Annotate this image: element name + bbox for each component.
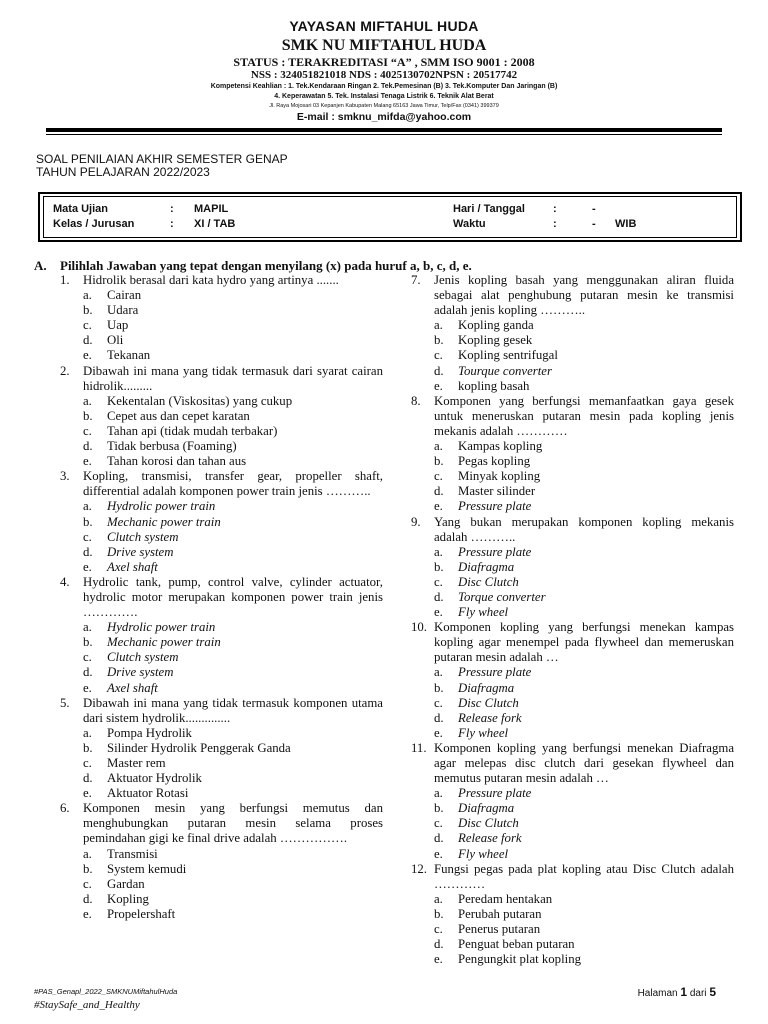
- school-email: E-mail : smknu_mifda@yahoo.com: [296, 111, 472, 123]
- answer-option[interactable]: [60, 771, 383, 786]
- option-letter: a.: [434, 318, 443, 333]
- question-stem: [60, 273, 383, 288]
- answer-option[interactable]: [411, 454, 734, 469]
- school-address: Jl. Raya Mojosari 03 Kepanjen Kabupaten Malang 65163 Jawa Timur, Telp/Fax (0341) 399379: [269, 103, 499, 109]
- option-letter: d.: [83, 439, 93, 454]
- option-text: Hydrolic power train: [107, 499, 216, 514]
- option-text: Diafragma: [458, 680, 515, 695]
- option-letter: b.: [434, 333, 444, 348]
- answer-option[interactable]: [411, 892, 734, 907]
- answer-option[interactable]: [60, 877, 383, 892]
- answer-option[interactable]: [60, 907, 383, 922]
- answer-option[interactable]: [60, 741, 383, 756]
- option-text: Kekentalan (Viskositas) yang cukup: [107, 393, 293, 408]
- option-letter: e.: [434, 378, 443, 393]
- option-text: kopling basah: [458, 378, 530, 393]
- option-text: Pengungkit plat kopling: [458, 952, 581, 967]
- option-text: Aktuator Rotasi: [107, 786, 189, 801]
- answer-option[interactable]: [60, 409, 383, 424]
- option-letter: b.: [83, 740, 93, 755]
- option-letter: a.: [434, 786, 443, 801]
- question-stem: [411, 862, 734, 892]
- option-text: Diafragma: [458, 559, 515, 574]
- question-stem: [411, 515, 734, 545]
- subject-colon: :: [170, 203, 174, 215]
- option-text: Clutch system: [107, 650, 179, 665]
- question-number: 8.: [411, 393, 421, 408]
- day-value: -: [592, 203, 596, 215]
- option-text: Tahan korosi dan tahan aus: [107, 454, 247, 469]
- option-letter: b.: [434, 801, 444, 816]
- question-stem: [411, 620, 734, 665]
- section-instruction: [34, 258, 472, 274]
- option-text: Perubah putaran: [458, 906, 542, 921]
- option-text: Kopling: [107, 891, 149, 906]
- question: [60, 575, 383, 696]
- option-letter: d.: [83, 891, 93, 906]
- question: [60, 469, 383, 575]
- exam-title: SOAL PENILAIAN AKHIR SEMESTER GENAP: [36, 152, 288, 166]
- answer-option[interactable]: [60, 665, 383, 680]
- question-stem: [411, 273, 734, 318]
- page-indicator: [638, 985, 716, 999]
- answer-option[interactable]: [411, 560, 734, 575]
- option-text: Tahan api (tidak mudah terbakar): [107, 423, 278, 438]
- time-unit: WIB: [615, 218, 637, 230]
- option-letter: d.: [434, 710, 444, 725]
- question-text: Komponen yang berfungsi memanfaatkan gaya gesek untuk meneruskan putaran mesin pada kopling jenis mekanis adalah …………: [434, 393, 734, 438]
- answer-option[interactable]: [411, 499, 734, 514]
- option-letter: b.: [434, 906, 444, 921]
- subject-label: Mata Ujian: [53, 203, 109, 215]
- option-letter: e.: [434, 499, 443, 514]
- answer-option[interactable]: [411, 545, 734, 560]
- option-text: Master rem: [107, 756, 166, 770]
- question-stem: [60, 469, 383, 499]
- question-text: Hidrolik berasal dari kata hydro yang artinya .......: [83, 273, 339, 287]
- option-text: Disc Clutch: [458, 574, 519, 589]
- class-value: XI / TAB: [194, 218, 236, 230]
- question-text: Komponen kopling yang berfungsi menekan Diafragma agar melepas disc clutch dari gesekan flywheel dan memutus putaran mesin adalah …: [434, 740, 734, 786]
- answer-option[interactable]: [60, 756, 383, 771]
- answer-option[interactable]: [60, 681, 383, 696]
- answer-option[interactable]: [411, 364, 734, 379]
- answer-option[interactable]: [60, 333, 383, 348]
- option-text: Kampas kopling: [458, 439, 543, 454]
- option-letter: a.: [83, 499, 92, 514]
- time-value: -: [592, 218, 596, 230]
- questions-left-column: [60, 273, 383, 922]
- option-letter: c.: [434, 816, 443, 831]
- answer-option[interactable]: [60, 439, 383, 454]
- option-letter: d.: [83, 665, 93, 680]
- question-number: 7.: [411, 273, 421, 287]
- answer-option[interactable]: [60, 892, 383, 907]
- question-stem: [60, 364, 383, 394]
- option-letter: b.: [83, 861, 93, 876]
- question-text: Dibawah ini mana yang tidak termasuk dari syarat cairan hidrolik.........: [83, 363, 383, 393]
- footer-tag-2: #StaySafe_and_Healthy: [34, 999, 140, 1011]
- answer-option[interactable]: [411, 831, 734, 846]
- section-text: Pilihlah Jawaban yang tepat dengan menyilang (x) pada huruf a, b, c, d, e.: [60, 258, 472, 273]
- option-text: Propelershaft: [107, 906, 176, 921]
- option-text: Fly wheel: [458, 605, 509, 620]
- question: [60, 696, 383, 802]
- competency-line-2: 4. Keperawatan 5. Tek. Instalasi Tenaga Listrik 6. Teknik Alat Berat: [274, 93, 494, 100]
- option-text: Pompa Hydrolik: [107, 725, 192, 740]
- questions-right-column: [411, 273, 734, 967]
- answer-option[interactable]: [60, 530, 383, 545]
- option-text: Cepet aus dan cepet karatan: [107, 408, 250, 423]
- answer-option[interactable]: [411, 937, 734, 952]
- question-text: Jenis kopling basah yang menggunakan aliran fluida sebagai alat penghubung putaran mesin ke transmisi adalah jenis kopling ………..: [434, 273, 734, 318]
- answer-option[interactable]: [411, 816, 734, 831]
- question: [60, 801, 383, 922]
- section-letter: A.: [34, 258, 47, 273]
- option-letter: b.: [83, 408, 93, 423]
- option-letter: b.: [434, 559, 444, 574]
- time-colon: :: [553, 218, 557, 230]
- option-letter: d.: [83, 771, 93, 786]
- option-letter: c.: [434, 922, 443, 937]
- option-letter: d.: [434, 831, 444, 846]
- answer-option[interactable]: [60, 545, 383, 560]
- answer-option[interactable]: [411, 379, 734, 394]
- accreditation-status: STATUS : TERAKREDITASI “A” , SMM ISO 9001 : 2008: [233, 55, 535, 69]
- answer-option[interactable]: [411, 786, 734, 801]
- answer-option[interactable]: [411, 711, 734, 726]
- answer-option[interactable]: [60, 862, 383, 877]
- question-stem: [60, 575, 383, 620]
- question-text: Fungsi pegas pada plat kopling atau Disc Clutch adalah …………: [434, 861, 734, 891]
- answer-option[interactable]: [411, 575, 734, 590]
- question-number: 4.: [60, 574, 70, 589]
- option-text: Axel shaft: [107, 680, 158, 695]
- answer-option[interactable]: [411, 665, 734, 680]
- option-text: Cairan: [107, 288, 142, 303]
- option-text: Penguat beban putaran: [458, 937, 575, 952]
- option-text: Uap: [107, 318, 129, 333]
- question-number: 12.: [411, 861, 427, 876]
- option-letter: b.: [434, 454, 444, 469]
- question: [411, 741, 734, 862]
- option-text: Tidak berbusa (Foaming): [107, 439, 237, 454]
- option-text: System kemudi: [107, 861, 187, 876]
- question-text: Komponen kopling yang berfungsi menekan kampas kopling agar menempel pada flywheel dan memeruskan putaran mesin adalah …: [434, 620, 734, 665]
- option-text: Mechanic power train: [107, 514, 221, 529]
- option-text: Gardan: [107, 876, 145, 891]
- option-letter: e.: [434, 846, 443, 861]
- option-text: Pegas kopling: [458, 454, 531, 469]
- option-letter: a.: [83, 725, 92, 740]
- page-total: 5: [709, 985, 716, 999]
- option-text: Udara: [107, 303, 139, 318]
- option-letter: a.: [434, 439, 443, 454]
- option-letter: b.: [83, 303, 93, 318]
- question-text: Komponen mesin yang berfungsi memutus dan menghubungkan putaran mesin selama proses pemindahan gigi ke final drive adalah …………….: [83, 801, 383, 846]
- answer-option[interactable]: [411, 318, 734, 333]
- option-letter: a.: [83, 846, 92, 861]
- option-letter: c.: [83, 529, 92, 544]
- answer-option[interactable]: [411, 469, 734, 484]
- option-letter: e.: [83, 680, 92, 695]
- option-text: Diafragma: [458, 801, 515, 816]
- answer-option[interactable]: [411, 801, 734, 816]
- question-stem: [60, 696, 383, 726]
- identity-box-inner: [43, 196, 737, 238]
- option-letter: a.: [434, 544, 443, 559]
- option-letter: c.: [83, 876, 92, 891]
- option-text: Axel shaft: [107, 559, 158, 574]
- option-text: Kopling sentrifugal: [458, 348, 558, 363]
- question-text: Dibawah ini mana yang tidak termasuk komponen utama dari sistem hydrolik..............: [83, 695, 383, 725]
- answer-option[interactable]: [60, 424, 383, 439]
- answer-option[interactable]: [60, 515, 383, 530]
- competency-line-1: Kompetensi Keahlian : 1. Tek.Kendaraan Ringan 2. Tek.Pemesinan (B) 3. Tek.Komputer Dan Jaringan (B): [210, 83, 558, 90]
- answer-option[interactable]: [60, 288, 383, 303]
- answer-option[interactable]: [60, 635, 383, 650]
- class-label: Kelas / Jurusan: [53, 218, 135, 230]
- option-text: Minyak kopling: [458, 469, 541, 484]
- option-letter: b.: [83, 514, 93, 529]
- class-colon: :: [170, 218, 174, 230]
- question-text: Kopling, transmisi, transfer gear, propeller shaft, differential adalah komponen power train jenis ………..: [83, 469, 383, 499]
- option-letter: b.: [83, 635, 93, 650]
- answer-option[interactable]: [411, 348, 734, 363]
- question-text: Yang bukan merupakan komponen kopling mekanis adalah ………..: [434, 514, 734, 544]
- question: [411, 394, 734, 515]
- option-text: Release fork: [458, 710, 522, 725]
- day-label: Hari / Tanggal: [453, 203, 525, 215]
- question: [411, 620, 734, 741]
- header-divider-thin: [46, 134, 722, 135]
- answer-option[interactable]: [60, 318, 383, 333]
- option-text: Fly wheel: [458, 846, 509, 861]
- option-letter: c.: [434, 574, 443, 589]
- option-text: Peredam hentakan: [458, 891, 553, 906]
- option-letter: c.: [83, 423, 92, 438]
- answer-option[interactable]: [411, 681, 734, 696]
- option-letter: c.: [83, 318, 92, 333]
- header-divider-thick: [46, 128, 722, 132]
- option-text: Fly wheel: [458, 725, 509, 740]
- option-text: Oli: [107, 333, 124, 348]
- option-letter: e.: [83, 559, 92, 574]
- answer-option[interactable]: [60, 303, 383, 318]
- answer-option[interactable]: [411, 333, 734, 348]
- answer-option[interactable]: [60, 786, 383, 801]
- option-text: Disc Clutch: [458, 816, 519, 831]
- answer-option[interactable]: [411, 847, 734, 862]
- school-name: SMK NU MIFTAHUL HUDA: [281, 37, 487, 54]
- option-letter: b.: [434, 680, 444, 695]
- option-text: Pressure plate: [458, 665, 532, 680]
- option-letter: e.: [83, 348, 92, 363]
- option-text: Kopling gesek: [458, 333, 533, 348]
- option-letter: c.: [83, 650, 92, 665]
- answer-option[interactable]: [411, 922, 734, 937]
- question: [60, 364, 383, 470]
- option-text: Pressure plate: [458, 544, 532, 559]
- option-letter: e.: [434, 725, 443, 740]
- option-text: Hydrolic power train: [107, 620, 216, 635]
- option-text: Tekanan: [107, 348, 151, 363]
- question-number: 11.: [411, 740, 427, 755]
- option-letter: e.: [434, 952, 443, 967]
- question-stem: [411, 394, 734, 439]
- option-letter: d.: [434, 484, 444, 499]
- option-letter: a.: [434, 665, 443, 680]
- question-number: 9.: [411, 514, 421, 529]
- answer-option[interactable]: [411, 696, 734, 711]
- answer-option[interactable]: [411, 605, 734, 620]
- option-text: Release fork: [458, 831, 522, 846]
- option-letter: c.: [434, 695, 443, 710]
- option-letter: e.: [83, 786, 92, 801]
- option-text: Drive system: [107, 544, 174, 559]
- page-of: dari: [689, 988, 707, 999]
- option-text: Disc Clutch: [458, 695, 519, 710]
- option-letter: e.: [83, 906, 92, 921]
- answer-option[interactable]: [411, 907, 734, 922]
- option-letter: d.: [83, 333, 93, 348]
- question-number: 5.: [60, 695, 70, 710]
- question-number: 6.: [60, 801, 70, 816]
- option-text: Aktuator Hydrolik: [107, 771, 202, 786]
- option-letter: e.: [83, 454, 92, 469]
- option-text: Pressure plate: [458, 499, 532, 514]
- time-label: Waktu: [453, 218, 486, 230]
- answer-option[interactable]: [411, 590, 734, 605]
- question-number: 10.: [411, 620, 427, 635]
- option-letter: a.: [434, 891, 443, 906]
- answer-option[interactable]: [411, 726, 734, 741]
- question-stem: [60, 801, 383, 846]
- option-text: Kopling ganda: [458, 318, 534, 333]
- question-text: Hydrolic tank, pump, control valve, cylinder actuator, hydrolic motor merupakan komponen power train jenis ………….: [83, 574, 383, 620]
- option-text: Pressure plate: [458, 786, 532, 801]
- question-stem: [411, 741, 734, 786]
- option-letter: d.: [434, 589, 444, 604]
- question: [411, 273, 734, 394]
- option-letter: a.: [83, 288, 92, 303]
- option-text: Transmisi: [107, 846, 158, 861]
- option-letter: e.: [434, 605, 443, 620]
- page-word: Halaman: [637, 988, 678, 999]
- question-number: 3.: [60, 469, 70, 484]
- page-number: 1: [680, 985, 688, 999]
- option-text: Penerus putaran: [458, 922, 541, 937]
- school-ids: NSS : 324051821018 NDS : 4025130702NPSN : 20517742: [250, 69, 518, 81]
- option-letter: d.: [83, 544, 93, 559]
- answer-option[interactable]: [60, 726, 383, 741]
- answer-option[interactable]: [60, 394, 383, 409]
- option-letter: c.: [434, 469, 443, 484]
- option-text: Torque converter: [458, 589, 546, 604]
- footer-tag-1: #PAS_Genapl_2022_SMKNUMiftahulHuda: [34, 987, 178, 996]
- option-text: Mechanic power train: [107, 635, 221, 650]
- subject-value: MAPIL: [194, 203, 229, 215]
- answer-option[interactable]: [411, 439, 734, 454]
- question-number: 1.: [60, 273, 70, 287]
- answer-option[interactable]: [60, 560, 383, 575]
- answer-option[interactable]: [60, 847, 383, 862]
- option-letter: d.: [434, 363, 444, 378]
- foundation-name: YAYASAN MIFTAHUL HUDA: [289, 18, 479, 34]
- option-text: Silinder Hydrolik Penggerak Ganda: [107, 740, 291, 755]
- day-colon: :: [553, 203, 557, 215]
- option-letter: c.: [83, 756, 92, 770]
- answer-option[interactable]: [411, 952, 734, 967]
- answer-option[interactable]: [60, 620, 383, 635]
- option-letter: d.: [434, 937, 444, 952]
- answer-option[interactable]: [411, 484, 734, 499]
- option-letter: a.: [83, 620, 92, 635]
- answer-option[interactable]: [60, 454, 383, 469]
- question: [411, 862, 734, 968]
- question-number: 2.: [60, 363, 70, 378]
- option-text: Master silinder: [458, 484, 536, 499]
- option-text: Clutch system: [107, 529, 179, 544]
- option-letter: a.: [83, 393, 92, 408]
- answer-option[interactable]: [60, 348, 383, 363]
- exam-year: TAHUN PELAJARAN 2022/2023: [36, 165, 210, 179]
- question: [60, 273, 383, 364]
- option-text: Tourque converter: [458, 363, 552, 378]
- option-text: Drive system: [107, 665, 174, 680]
- answer-option[interactable]: [60, 650, 383, 665]
- question: [411, 515, 734, 621]
- answer-option[interactable]: [60, 499, 383, 514]
- option-letter: c.: [434, 348, 443, 363]
